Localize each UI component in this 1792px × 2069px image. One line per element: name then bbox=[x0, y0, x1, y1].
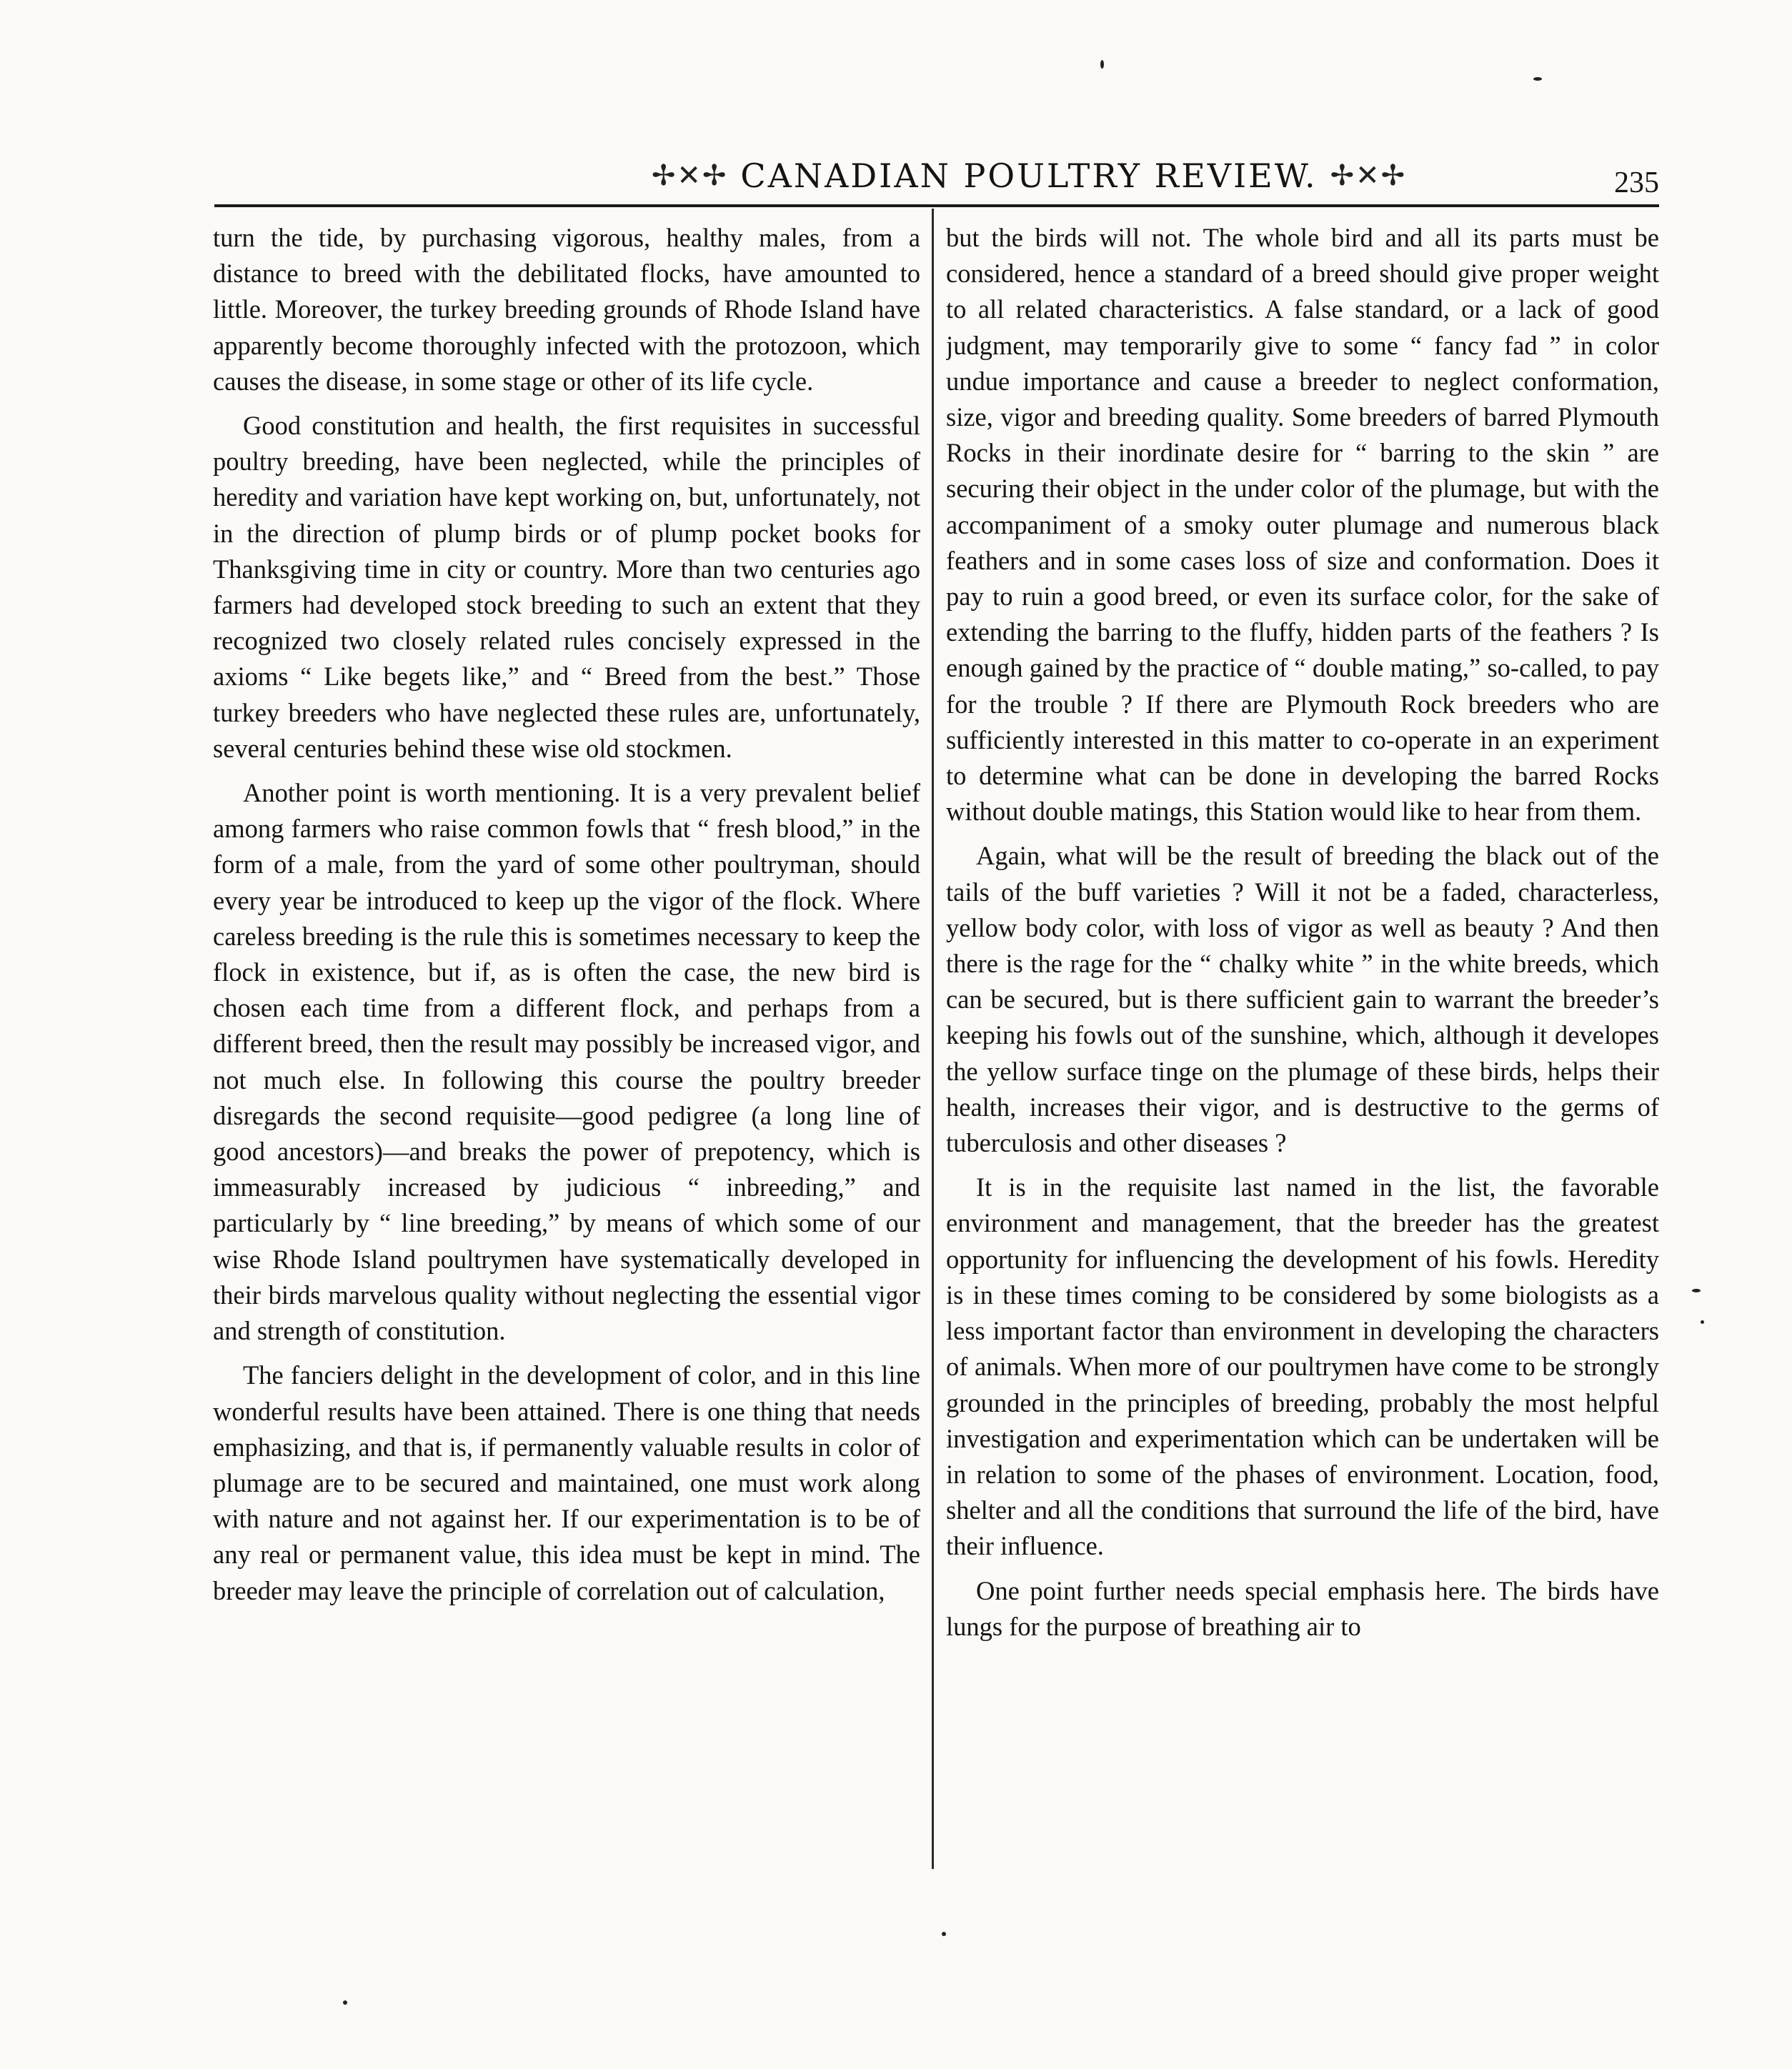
ornament-right-icon: ✢✕✢ bbox=[1330, 159, 1407, 192]
print-speck bbox=[942, 1932, 946, 1936]
print-speck bbox=[1533, 77, 1542, 81]
left-column bbox=[213, 220, 920, 1856]
print-speck bbox=[343, 2000, 347, 2005]
header-rule bbox=[214, 204, 1659, 207]
paragraph: The fanciers delight in the development of color, and in this line wonderful results have been attained. There is one thing that needs emphasizing, and that is, if permanently valuable results in color of plumage are to be secured and maintained, one must work along with nature and not against her. If our experimentation is to be of any real or permanent value, this idea must be kept in mind. The breeder may leave the principle of correlation out of calculation, bbox=[213, 1360, 920, 1605]
column-divider bbox=[932, 209, 934, 1869]
masthead-title-block bbox=[651, 153, 1407, 199]
paragraph: turn the tide, by purchasing vigorous, healthy males, from a distance to breed with the debilitated flocks, have amounted to little. Moreover, the turkey breeding grounds of Rhode Island have apparently become thoroughly infected with the protozoon, which causes the disease, in some stage or other of its life cycle. bbox=[213, 223, 920, 396]
right-column bbox=[946, 220, 1659, 1856]
paragraph: but the birds will not. The whole bird and all its parts must be considered, hence a standard of a breed should give proper weight to all related characteristics. A false standard, or a lack of good judgment, may temporarily give to some “ fancy fad ” in color undue importance and cause a breeder to neglect conformation, size, vigor and breeding quality. Some breeders of barred Plymouth Rocks in their inordinate desire for “ barring to the skin ” are securing their object in the under color of the plumage, but with the accompaniment of a smoky outer plumage and numerous black feathers and in some cases loss of size and conformation. Does it pay to ruin a good breed, or even its surface color, for the sake of extending the barring to the fluffy, hidden parts of the feathers ? Is enough gained by the practice of “ double mating,” so-called, to pay for the trouble ? If there are Plymouth Rock breeders who are sufficiently interested in this matter to co-operate in an experiment to determine what can be done in developing the barred Rocks without double matings, this Station would like to hear from them. bbox=[946, 223, 1659, 827]
print-speck bbox=[1701, 1320, 1704, 1324]
paragraph: Good constitution and health, the first requisites in successful poultry breeding, have been neglected, while the principles of heredity and variation have kept working on, but, unfortunately, not in the direction of plump birds or of plump pocket books for Thanksgiving time in city or country. More than two centuries ago farmers had developed stock breeding to such an extent that they recognized two closely related rules concisely expressed in the axioms “ Like begets like,” and “ Breed from the best.” Those turkey breeders who have neglected these rules are, unfortunately, several centuries behind these wise old stockmen. bbox=[213, 411, 920, 763]
publication-title: CANADIAN POULTRY REVIEW. bbox=[740, 156, 1318, 195]
page-number: 235 bbox=[1614, 166, 1659, 199]
ornament-left-icon: ✢✕✢ bbox=[651, 159, 728, 192]
masthead bbox=[214, 153, 1659, 199]
paragraph: One point further needs special emphasis here. The birds have lungs for the purpose of breathing air to bbox=[946, 1575, 1659, 1641]
paragraph: Again, what will be the result of breeding the black out of the tails of the buff varieties ? Will it not be a faded, characterless, yellow body color, with loss of vigor as well as beauty ? And then there is the rage for the “ chalky white ” in the white breeds, which can be secured, but is there sufficient gain to warrant the breeder’s keeping his fowls out of the sunshine, which, although it developes the yellow surface tinge on the plumage of these birds, helps their health, increases their vigor, and is destructive to the germs of tuberculosis and other diseases ? bbox=[946, 841, 1659, 1158]
print-speck bbox=[1692, 1289, 1701, 1292]
print-speck bbox=[1100, 60, 1104, 69]
paragraph: It is in the requisite last named in the list, the favorable environment and management, that the breeder has the greatest opportunity for influencing the development of his fowls. Heredity is in these times coming to be considered by some biologists as a less important factor than environment in developing the characters of animals. When more of our poultrymen have come to be strongly grounded in the principles of breeding, probably the most helpful investigation and experimentation which can be undertaken will be in relation to some of the phases of environment. Location, food, shelter and all the conditions that surround the life of the bird, have their influence. bbox=[946, 1172, 1659, 1561]
paragraph: Another point is worth mentioning. It is a very prevalent belief among farmers who raise common fowls that “ fresh blood,” in the form of a male, from the yard of some other poultryman, should every year be introduced to keep up the vigor of the flock. Where careless breeding is the rule this is sometimes necessary to keep the flock in existence, but if, as is often the case, the new bird is chosen each time from a different flock, and perhaps from a different breed, then the result may possibly be increased vigor, and not much else. In following this course the poultry breeder disregards the second requisite—good pedigree (a long line of good ancestors)—and breaks the power of prepotency, which is immeasurably increased by judicious “ inbreeding,” and particularly by “ line breeding,” by means of which some of our wise Rhode Island poultrymen have systematically developed in their birds marvelous quality without neglecting the essential vigor and strength of constitution. bbox=[213, 778, 920, 1346]
